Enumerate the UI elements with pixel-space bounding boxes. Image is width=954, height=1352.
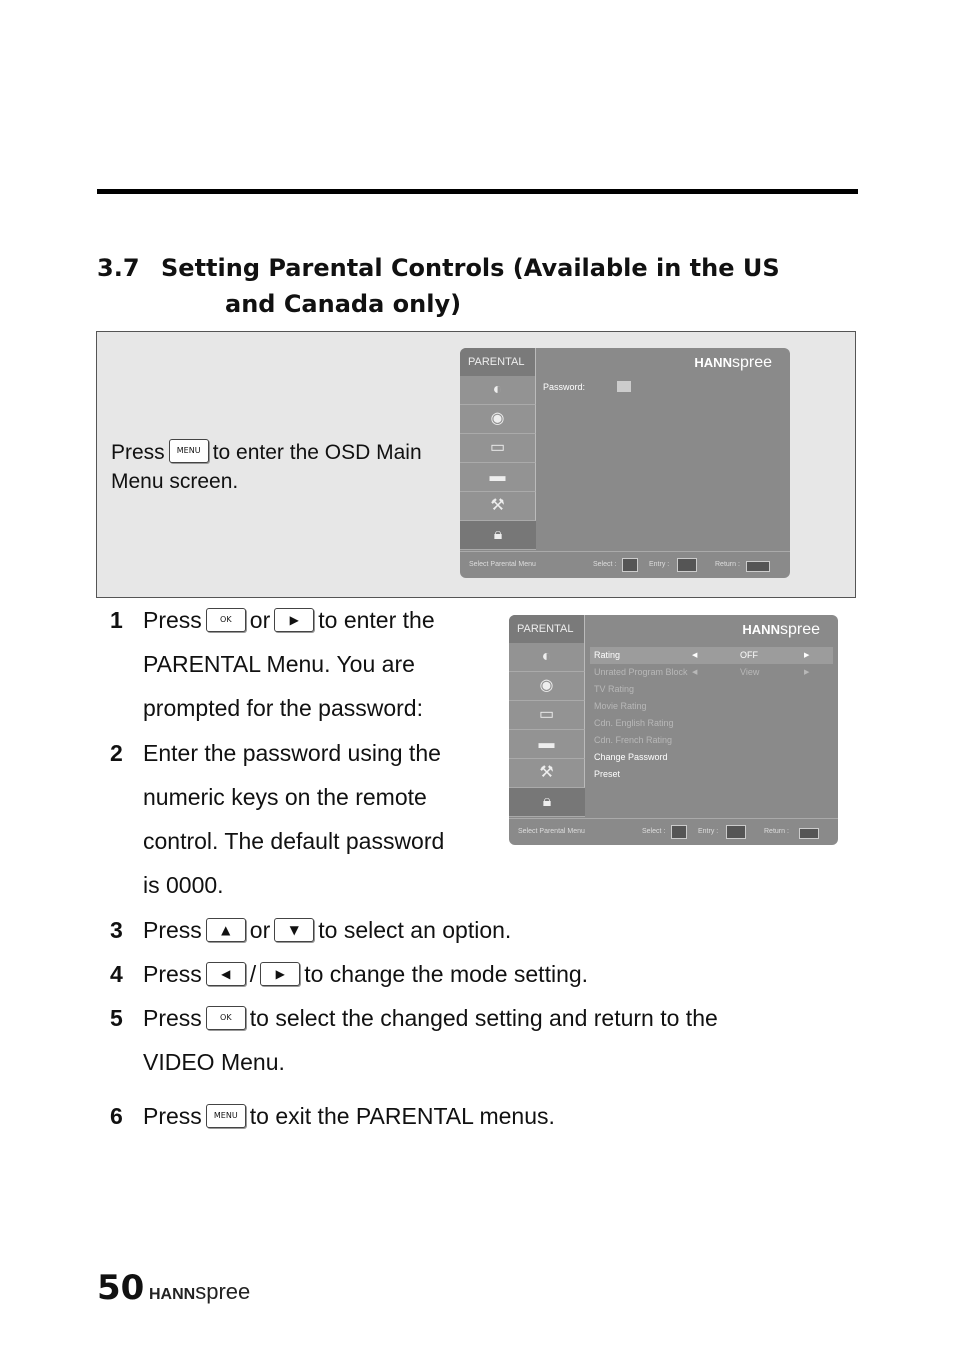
updown-key-icon (622, 558, 638, 572)
footer-left-text: Select Parental Menu (518, 828, 585, 835)
footer-entry: Entry : (649, 561, 670, 568)
intro-text (111, 438, 431, 496)
footer-left-text: Select Parental Menu (469, 561, 536, 568)
menu-item-preset[interactable]: Preset (594, 769, 621, 779)
picture-icon: ◐ (509, 643, 585, 672)
menu-key-icon (799, 828, 819, 839)
tools-icon: ⚒ (509, 759, 585, 788)
audio-icon: ◉ (460, 405, 536, 434)
picture-icon: ◐ (460, 376, 536, 405)
parental-lock-icon: 🔒︎ (460, 521, 536, 550)
step-number: 3 (110, 917, 123, 943)
step-number: 1 (110, 607, 123, 633)
menu-item-tv-rating[interactable]: TV Rating (594, 684, 635, 694)
menu-key-icon (746, 561, 770, 572)
page-number: 50 (97, 1268, 145, 1308)
step-number: 4 (110, 961, 123, 987)
hannspree-brand: HANNspree (149, 1279, 251, 1304)
menu-item-change-password[interactable]: Change Password (594, 752, 668, 762)
hannspree-logo: HANNspree (694, 354, 772, 371)
ok-key-icon: OK (206, 1006, 246, 1030)
section-title (97, 250, 857, 322)
footer-select: Select : (642, 828, 666, 835)
ok-key-icon: OK (206, 608, 246, 632)
intro-after: to enter the OSD Main Menu screen. (111, 441, 422, 493)
right-arrow-icon: ▶ (804, 669, 810, 676)
section-title-line2: and Canada only) (225, 290, 462, 318)
menu-key-icon: MENU (169, 439, 209, 463)
step-number: 2 (110, 740, 123, 766)
audio-icon: ◉ (509, 672, 585, 701)
section-number: 3.7 (97, 254, 140, 282)
parental-lock-icon: 🔒︎ (509, 788, 585, 817)
osd-icon-column (509, 643, 585, 817)
setup-icon: ▬ (460, 463, 536, 492)
left-arrow-icon: ◀ (692, 652, 698, 659)
left-arrow-key-icon: ◀ (206, 962, 246, 986)
footer-return: Return : (764, 828, 789, 835)
step-number: 5 (110, 1005, 123, 1031)
menu-item-cdn-french-rating[interactable]: Cdn. French Rating (594, 735, 673, 745)
footer-entry: Entry : (698, 828, 719, 835)
updown-key-icon (671, 825, 687, 839)
tv-icon: ▭ (460, 434, 536, 463)
ok-key-icon (726, 825, 746, 839)
up-arrow-key-icon: ▲ (206, 918, 246, 942)
right-arrow-key-icon: ▶ (274, 608, 314, 632)
left-arrow-icon: ◀ (692, 669, 698, 676)
osd-tab-parental: PARENTAL (509, 615, 585, 643)
intro-press: Press (111, 441, 165, 464)
parental-menu-list (590, 647, 833, 783)
section-title-line1: Setting Parental Controls (Available in the US (161, 254, 780, 282)
password-field (617, 381, 631, 392)
tools-icon: ⚒ (460, 492, 536, 521)
menu-key-icon: MENU (206, 1104, 246, 1128)
right-arrow-key-icon: ▶ (260, 962, 300, 986)
menu-item-movie-rating[interactable]: Movie Rating (594, 701, 647, 711)
setup-icon: ▬ (509, 730, 585, 759)
right-arrow-icon: ▶ (804, 652, 810, 659)
menu-item-rating[interactable]: Rating ◀ OFF ▶ (590, 647, 833, 664)
osd-footer (509, 818, 838, 845)
footer-return: Return : (715, 561, 740, 568)
osd-parental-menu (509, 615, 838, 845)
osd-password-screen (460, 348, 790, 578)
osd-footer (460, 551, 790, 578)
ok-key-icon (677, 558, 697, 572)
menu-item-unrated-program-block[interactable]: Unrated Program Block ◀ View ▶ (590, 664, 833, 681)
osd-icon-column (460, 376, 536, 550)
down-arrow-key-icon: ▼ (274, 918, 314, 942)
top-rule (97, 189, 858, 194)
tv-icon: ▭ (509, 701, 585, 730)
footer-select: Select : (593, 561, 617, 568)
hannspree-logo: HANNspree (742, 621, 820, 638)
menu-item-cdn-english-rating[interactable]: Cdn. English Rating (594, 718, 674, 728)
password-label: Password: (543, 382, 586, 392)
osd-tab-parental: PARENTAL (460, 348, 536, 376)
step-number: 6 (110, 1103, 123, 1129)
